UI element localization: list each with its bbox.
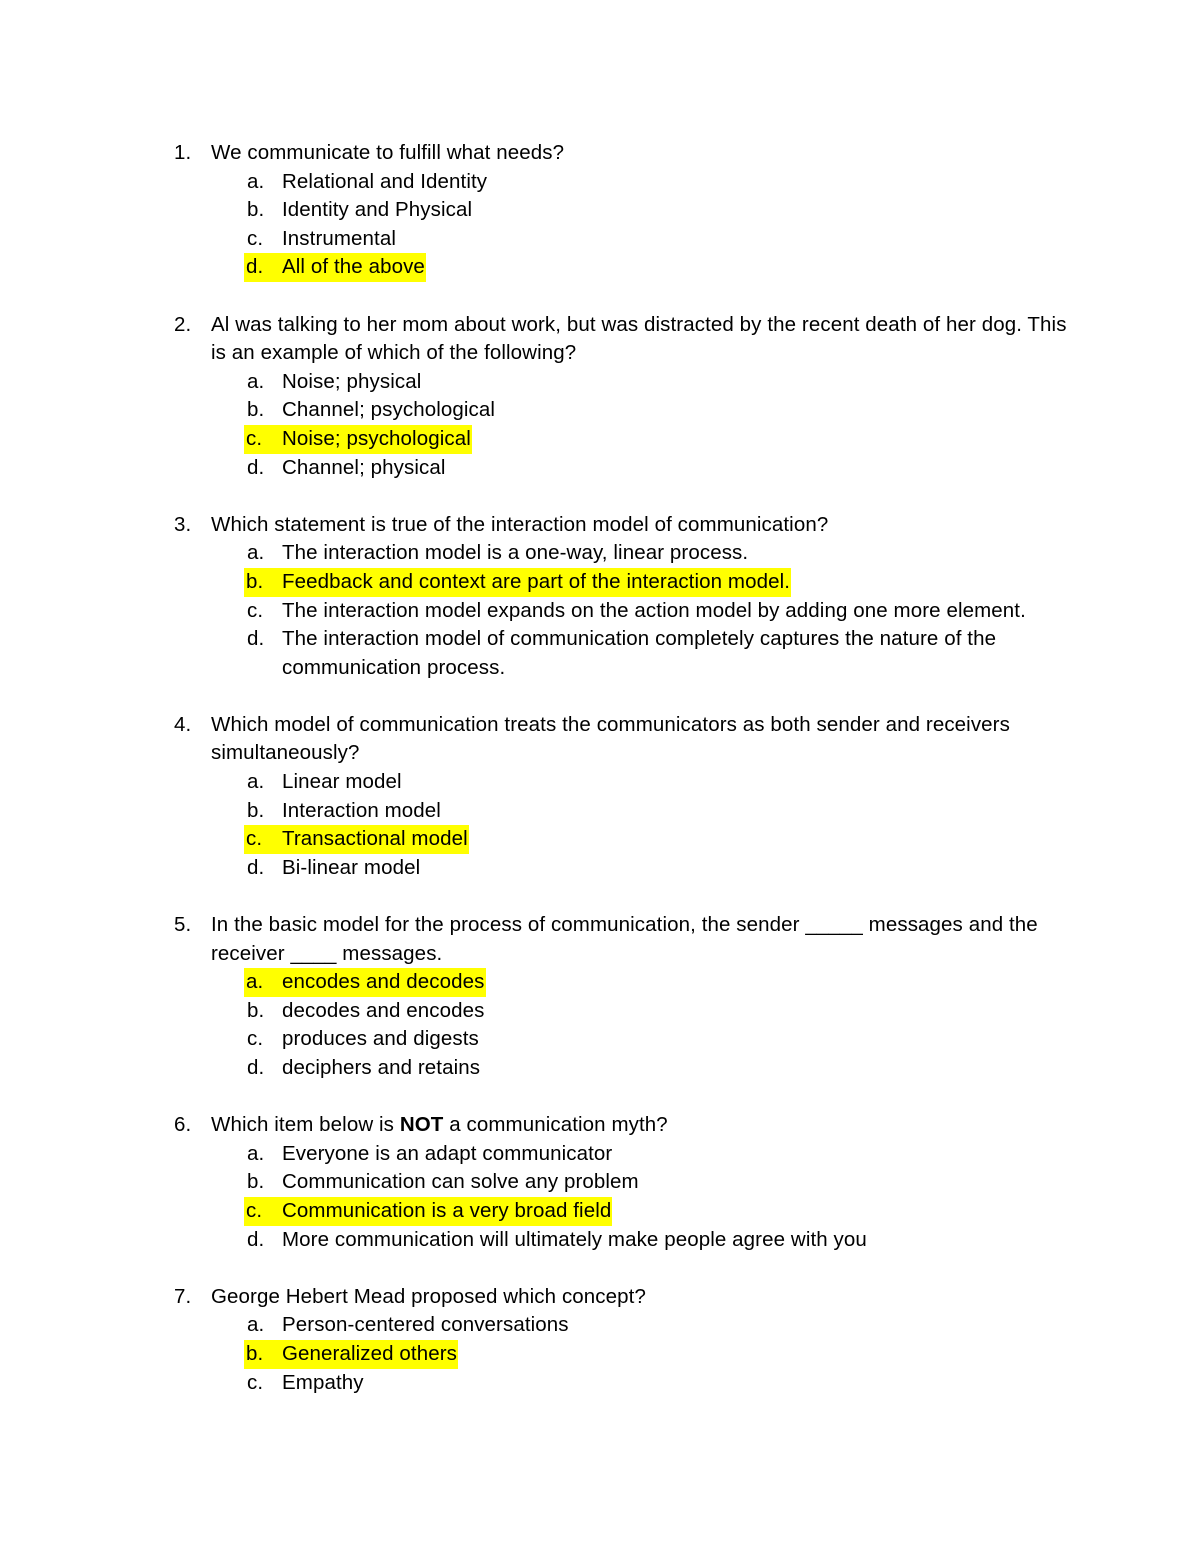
question-5 — [174, 911, 1074, 1083]
question-text-before: Which item below is — [211, 1113, 400, 1137]
option-letter: b. — [247, 798, 265, 822]
quiz-list — [174, 139, 1074, 1426]
option-text: Generalized others — [282, 1341, 458, 1365]
option-text: Instrumental — [282, 226, 396, 250]
option-text: The interaction model of communication completely captures the nature of the communication process. — [282, 627, 997, 679]
option-letter: d. — [247, 1056, 265, 1079]
question-number: 6. — [174, 1113, 192, 1137]
answer-option — [174, 454, 1074, 483]
answer-option-correct — [174, 968, 1074, 997]
answer-option-correct — [174, 1340, 1074, 1369]
option-text: Linear model — [282, 770, 402, 794]
option-letter: c. — [246, 426, 263, 450]
option-text: deciphers and retains — [282, 1056, 481, 1079]
option-text: decodes and encodes — [282, 998, 485, 1022]
option-letter: d. — [246, 255, 264, 279]
question-number: 4. — [174, 712, 192, 736]
answer-option — [174, 225, 1074, 254]
question-number: 7. — [174, 1284, 192, 1308]
answer-option — [174, 1168, 1074, 1197]
option-letter: c. — [246, 1198, 263, 1222]
option-text: More communication will ultimately make people agree with you — [282, 1227, 867, 1251]
answer-option — [174, 1054, 1074, 1083]
option-text: produces and digests — [282, 1027, 479, 1051]
option-text: encodes and decodes — [282, 970, 485, 994]
option-letter: d. — [247, 455, 265, 479]
question-number: 1. — [174, 141, 192, 164]
option-letter: a. — [247, 1313, 265, 1337]
option-letter: b. — [247, 398, 265, 422]
question-text: Al was talking to her mom about work, but was distracted by the recent death of her dog. This is an example of which of the following? — [211, 312, 1067, 365]
option-letter: a. — [246, 970, 264, 994]
option-letter: a. — [247, 770, 265, 794]
option-letter: b. — [246, 1341, 264, 1365]
answer-option-correct — [174, 825, 1074, 854]
question-text — [211, 1111, 1074, 1140]
option-text: Interaction model — [282, 798, 441, 822]
option-text: Transactional model — [282, 827, 468, 851]
answer-option-correct — [174, 425, 1074, 454]
option-letter: a. — [247, 541, 265, 565]
option-letter: c. — [247, 598, 264, 622]
answer-option — [174, 797, 1074, 826]
option-letter: a. — [247, 169, 265, 193]
question-number: 2. — [174, 312, 192, 336]
answer-options — [211, 168, 1074, 282]
option-letter: c. — [247, 1027, 264, 1051]
option-text: The interaction model expands on the action model by adding one more element. — [282, 598, 1026, 622]
question-2 — [174, 311, 1074, 483]
option-letter: b. — [247, 998, 265, 1022]
option-text: All of the above — [282, 255, 425, 279]
correct-answer-highlight — [244, 825, 469, 854]
option-text: Noise; psychological — [282, 426, 471, 450]
answer-option — [174, 625, 1074, 682]
answer-options — [211, 1311, 1074, 1397]
option-letter: c. — [247, 1370, 264, 1394]
question-6 — [174, 1111, 1074, 1254]
answer-option-correct — [174, 253, 1074, 282]
question-text: In the basic model for the process of communication, the sender _____ messages and the receiver ____ messages. — [211, 913, 1038, 965]
option-text: Channel; physical — [282, 455, 446, 479]
answer-option — [174, 396, 1074, 425]
correct-answer-highlight — [244, 1197, 612, 1226]
answer-option — [174, 1025, 1074, 1054]
answer-options — [211, 1140, 1074, 1254]
answer-option — [174, 854, 1074, 883]
option-text: The interaction model is a one-way, linear process. — [282, 541, 749, 565]
question-text: Which statement is true of the interaction model of communication? — [211, 512, 829, 536]
question-number: 5. — [174, 913, 192, 937]
option-letter: d. — [247, 855, 265, 879]
option-text: Noise; physical — [282, 369, 422, 393]
option-letter: a. — [247, 369, 265, 393]
option-text: Channel; psychological — [282, 398, 496, 422]
question-text: We communicate to fulfill what needs? — [211, 141, 565, 164]
option-text: Identity and Physical — [282, 198, 473, 222]
option-letter: c. — [247, 226, 264, 250]
answer-option — [174, 168, 1074, 197]
correct-answer-highlight — [244, 568, 791, 597]
answer-option — [174, 1369, 1074, 1398]
answer-option-correct — [174, 568, 1074, 597]
question-7 — [174, 1283, 1074, 1397]
question-text: George Hebert Mead proposed which concept? — [211, 1284, 646, 1308]
option-text: Everyone is an adapt communicator — [282, 1141, 613, 1165]
option-letter: b. — [246, 569, 264, 593]
answer-options — [211, 368, 1074, 482]
option-letter: d. — [247, 1227, 265, 1251]
option-text: Relational and Identity — [282, 169, 488, 193]
answer-option — [174, 368, 1074, 397]
option-text: Bi-linear model — [282, 855, 421, 879]
question-1 — [174, 139, 1074, 282]
option-text: Communication can solve any problem — [282, 1170, 639, 1194]
correct-answer-highlight — [244, 968, 486, 997]
option-letter: c. — [246, 827, 263, 851]
answer-option — [174, 997, 1074, 1026]
answer-options — [211, 968, 1074, 1082]
option-text: Feedback and context are part of the interaction model. — [282, 569, 791, 593]
option-text: Communication is a very broad field — [282, 1198, 612, 1222]
answer-option — [174, 1226, 1074, 1255]
answer-option — [174, 539, 1074, 568]
answer-option — [174, 1140, 1074, 1169]
correct-answer-highlight — [244, 425, 472, 454]
answer-option — [174, 1311, 1074, 1340]
question-text-emphasis: NOT — [399, 1113, 444, 1137]
option-text: Person-centered conversations — [282, 1313, 569, 1337]
answer-option — [174, 597, 1074, 626]
option-letter: d. — [247, 627, 265, 651]
correct-answer-highlight — [244, 1340, 458, 1369]
question-number: 3. — [174, 512, 192, 536]
answer-options — [211, 768, 1074, 882]
answer-option — [174, 196, 1074, 225]
correct-answer-highlight — [244, 253, 426, 282]
question-text-after: a communication myth? — [443, 1113, 668, 1137]
answer-option — [174, 768, 1074, 797]
option-text: Empathy — [282, 1370, 364, 1394]
question-4 — [174, 711, 1074, 883]
answer-option-correct — [174, 1197, 1074, 1226]
question-text: Which model of communication treats the communicators as both sender and receivers simultaneously? — [211, 712, 1010, 765]
answer-options — [211, 539, 1074, 682]
option-letter: b. — [247, 1170, 265, 1194]
option-letter: b. — [247, 198, 265, 222]
question-3 — [174, 511, 1074, 683]
option-letter: a. — [247, 1141, 265, 1165]
